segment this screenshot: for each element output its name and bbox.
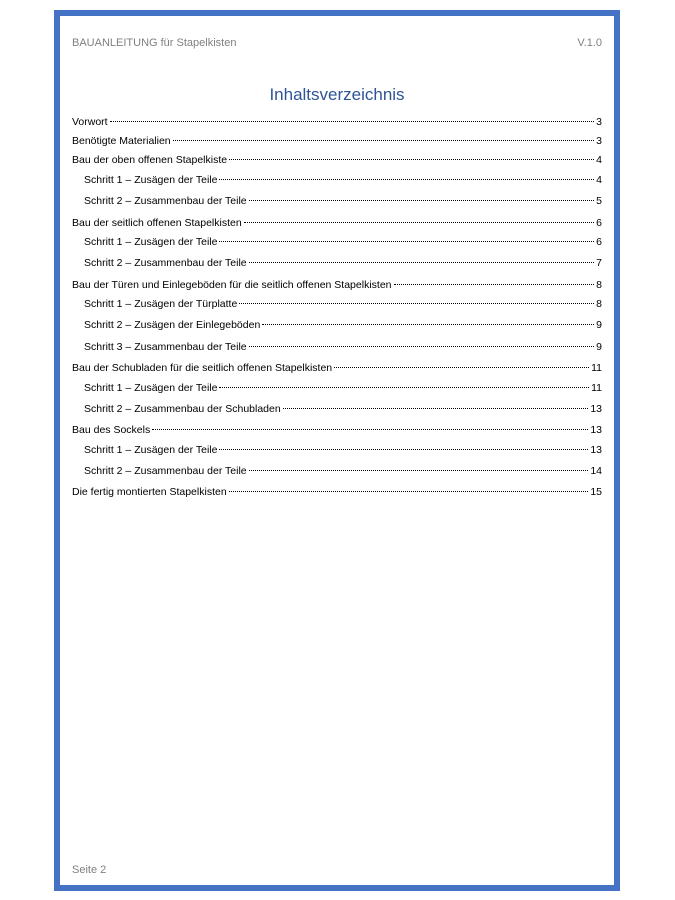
toc-entry-text: Vorwort — [72, 116, 108, 128]
toc-entry-text: Schritt 2 – Zusammenbau der Teile — [84, 257, 247, 269]
toc-title: Inhaltsverzeichnis — [269, 85, 405, 104]
toc-dot-leader — [249, 262, 595, 263]
toc-entry[interactable] — [84, 444, 602, 458]
toc-entry-page: 4 — [596, 154, 602, 166]
header-title: BAUANLEITUNG für Stapelkisten — [72, 37, 237, 49]
toc-entry[interactable] — [84, 465, 602, 479]
toc-dot-leader — [283, 408, 589, 409]
toc-entry[interactable] — [72, 279, 602, 293]
toc-dot-leader — [152, 429, 588, 430]
toc-dot-leader — [229, 159, 594, 160]
toc-entry-page: 14 — [590, 465, 602, 477]
header-version: V.1.0 — [577, 37, 602, 49]
toc-entry[interactable] — [72, 135, 602, 149]
toc-entry-text: Schritt 1 – Zusägen der Türplatte — [84, 298, 238, 310]
toc-entry-text: Schritt 2 – Zusammenbau der Teile — [84, 465, 247, 477]
toc-entry[interactable] — [84, 195, 602, 209]
toc-entry[interactable] — [84, 319, 602, 333]
toc-entry-text: Schritt 1 – Zusägen der Teile — [84, 382, 218, 394]
toc-entry[interactable] — [84, 236, 602, 250]
toc-entry-page: 9 — [596, 319, 602, 331]
toc-entry-text: Bau der seitlich offenen Stapelkisten — [72, 217, 242, 229]
page-footer: Seite 2 — [72, 864, 107, 876]
toc-entry[interactable] — [84, 382, 602, 396]
toc-entry-page: 11 — [591, 382, 602, 394]
toc-entry[interactable] — [84, 298, 602, 312]
toc-entry-page: 9 — [596, 341, 602, 353]
toc-dot-leader — [239, 303, 594, 304]
toc-entry[interactable] — [84, 257, 602, 271]
toc-entry-page: 11 — [591, 362, 602, 374]
toc-entry-text: Schritt 2 – Zusammenbau der Teile — [84, 195, 247, 207]
toc-dot-leader — [249, 470, 589, 471]
toc-entry[interactable] — [84, 341, 602, 355]
toc-dot-leader — [394, 284, 595, 285]
toc-dot-leader — [249, 346, 595, 347]
toc-entry[interactable] — [72, 424, 602, 438]
toc-entry-page: 13 — [590, 403, 602, 415]
toc-entry-page: 13 — [590, 444, 602, 456]
toc-entry-page: 3 — [596, 116, 602, 128]
document-page — [54, 10, 620, 891]
toc-dot-leader — [229, 491, 589, 492]
toc-dot-leader — [244, 222, 594, 223]
toc-entry-page: 7 — [596, 257, 602, 269]
toc-entry-text: Schritt 1 – Zusägen der Teile — [84, 444, 218, 456]
toc-entry-page: 15 — [590, 486, 602, 498]
toc-entry[interactable] — [72, 116, 602, 130]
toc-entry[interactable] — [84, 174, 602, 188]
toc-dot-leader — [219, 449, 588, 450]
toc-dot-leader — [262, 324, 594, 325]
toc-dot-leader — [334, 367, 589, 368]
toc-entry-text: Die fertig montierten Stapelkisten — [72, 486, 227, 498]
toc-entry[interactable] — [72, 154, 602, 168]
toc-entry-text: Bau des Sockels — [72, 424, 151, 436]
toc-entry-page: 6 — [596, 236, 602, 248]
toc-entry[interactable] — [72, 486, 602, 500]
page-header — [72, 35, 602, 51]
toc-entry-text: Bau der oben offenen Stapelkiste — [72, 154, 228, 166]
toc-entry-page: 13 — [590, 424, 602, 436]
toc-entry-text: Schritt 1 – Zusägen der Teile — [84, 174, 218, 186]
toc-entry[interactable] — [84, 403, 602, 417]
toc-dot-leader — [219, 179, 594, 180]
toc-dot-leader — [219, 387, 589, 388]
toc-entry-text: Schritt 2 – Zusammenbau der Schubladen — [84, 403, 281, 415]
toc-entry[interactable] — [72, 217, 602, 231]
toc-entry-page: 4 — [596, 174, 602, 186]
toc-entry-text: Benötigte Materialien — [72, 135, 171, 147]
toc-entry-page: 8 — [596, 279, 602, 291]
toc-dot-leader — [219, 241, 594, 242]
toc-entry[interactable] — [72, 362, 602, 376]
toc-dot-leader — [173, 140, 595, 141]
toc-entry-page: 6 — [596, 217, 602, 229]
toc-entry-page: 5 — [596, 195, 602, 207]
toc-entry-text: Schritt 3 – Zusammenbau der Teile — [84, 341, 247, 353]
toc-entry-text: Schritt 2 – Zusägen der Einlegeböden — [84, 319, 261, 331]
toc-entry-page: 8 — [596, 298, 602, 310]
toc-entry-text: Bau der Schubladen für die seitlich offenen Stapelkisten — [72, 362, 333, 374]
toc-entry-text: Schritt 1 – Zusägen der Teile — [84, 236, 218, 248]
toc-entry-text: Bau der Türen und Einlegeböden für die seitlich offenen Stapelkisten — [72, 279, 392, 291]
toc-dot-leader — [249, 200, 595, 201]
toc-dot-leader — [110, 121, 595, 122]
toc-entry-page: 3 — [596, 135, 602, 147]
